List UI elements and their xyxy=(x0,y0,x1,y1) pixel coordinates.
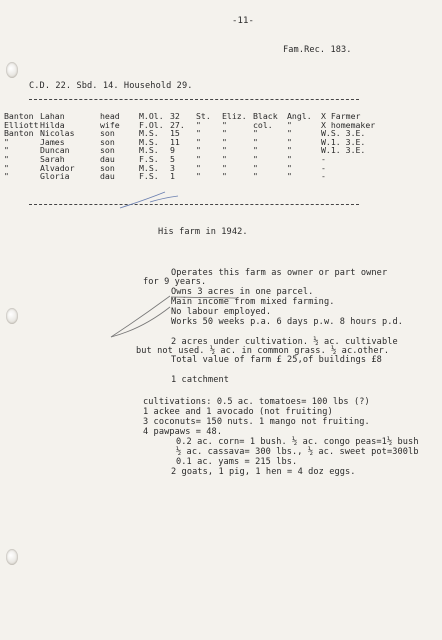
household-table xyxy=(4,112,381,181)
table-cell-age: 1 xyxy=(170,171,175,182)
table-cell-race: Black xyxy=(253,111,278,121)
table-cell-occupation: X homemaker xyxy=(321,119,376,130)
table-cell-race: " xyxy=(253,153,258,164)
table-cell-race: " xyxy=(253,128,258,139)
table-cell-occupation: W.1. 3.E. xyxy=(321,136,366,147)
table-cell-born: " xyxy=(222,171,227,182)
table-cell-religion: " xyxy=(287,128,292,139)
farm-line: 3 coconuts= 150 nuts. 1 mango not fruiting. xyxy=(143,417,370,427)
table-cell-religion: " xyxy=(287,162,292,173)
table-cell-occupation: - xyxy=(321,153,326,164)
table-cell-status: M.S. xyxy=(139,145,159,156)
table-cell-name: Nicolas xyxy=(40,128,75,139)
table-cell-name: Lahan xyxy=(40,111,65,121)
table-cell-status: F.S. xyxy=(139,153,159,164)
table-cell-rel: son xyxy=(100,145,115,156)
table-cell-age: 3 xyxy=(170,162,175,173)
punch-hole xyxy=(6,62,18,78)
farm-line: 4 pawpaws = 48. xyxy=(143,427,223,437)
farm-line: 1 ackee and 1 avocado (not fruiting) xyxy=(143,407,333,417)
table-cell-age: 9 xyxy=(170,145,175,156)
table-cell-parish: " xyxy=(196,119,201,130)
punch-hole xyxy=(6,549,18,565)
table-cell-status: M.Ol. xyxy=(139,111,164,121)
table-cell-status: F.S. xyxy=(139,171,159,182)
table-cell-occupation: X Farmer xyxy=(321,111,361,121)
table-cell-parish: St. xyxy=(196,111,211,121)
farm-line: Main income from mixed farming. xyxy=(171,297,335,307)
table-cell-religion: " xyxy=(287,153,292,164)
table-cell-name: Gloria xyxy=(40,171,70,182)
farm-line: Works 50 weeks p.a. 6 days p.w. 8 hours p.d. xyxy=(171,317,404,327)
farm-line: 0.1 ac. yams = 215 lbs. xyxy=(176,457,298,467)
farm-line: Total value of farm £ 25,of buildings £8 xyxy=(171,355,382,365)
family-record-number: Fam.Rec. 183. xyxy=(283,45,352,55)
table-cell-col0: " xyxy=(4,171,9,182)
table-cell-rel: wife xyxy=(100,119,120,130)
table-cell-rel: son xyxy=(100,128,115,139)
pencil-arrow xyxy=(111,307,170,337)
page-number: -11- xyxy=(232,16,255,26)
table-cell-name: Alvador xyxy=(40,162,75,173)
table-cell-status: F.Ol. xyxy=(139,119,164,130)
farm-line: Operates this farm as owner or part owner xyxy=(171,268,388,278)
table-cell-occupation: W.S. 3.E. xyxy=(321,128,366,139)
farm-line: but not used. ½ ac. in common grass. ½ ac.other. xyxy=(136,346,390,356)
farm-line: 2 acres under cultivation. ½ ac. cultivable xyxy=(171,337,398,347)
table-cell-parish: " xyxy=(196,128,201,139)
farm-line: 1 catchment xyxy=(171,375,230,385)
farm-line: No labour employed. xyxy=(171,307,272,317)
table-cell-occupation: - xyxy=(321,171,326,182)
table-cell-religion: " xyxy=(287,171,292,182)
table-cell-rel: son xyxy=(100,136,115,147)
table-cell-name: Sarah xyxy=(40,153,65,164)
table-cell-religion: " xyxy=(287,136,292,147)
table-row xyxy=(4,172,381,181)
table-cell-parish: " xyxy=(196,171,201,182)
table-cell-occupation: - xyxy=(321,162,326,173)
dashed-rule xyxy=(29,99,359,100)
table-cell-religion: " xyxy=(287,119,292,130)
farm-heading: His farm in 1942. xyxy=(158,227,248,237)
table-cell-col0: " xyxy=(4,162,9,173)
table-cell-race: " xyxy=(253,171,258,182)
table-cell-religion: " xyxy=(287,145,292,156)
household-header: C.D. 22. Sbd. 14. Household 29. xyxy=(29,81,193,91)
table-cell-status: M.S. xyxy=(139,128,159,139)
table-cell-parish: " xyxy=(196,145,201,156)
table-cell-race: " xyxy=(253,145,258,156)
table-cell-born: " xyxy=(222,128,227,139)
table-cell-occupation: W.1. 3.E. xyxy=(321,145,366,156)
table-cell-age: 5 xyxy=(170,153,175,164)
table-cell-col0: Banton xyxy=(4,111,34,121)
table-cell-age: 32 xyxy=(170,111,180,121)
table-cell-status: M.S. xyxy=(139,162,159,173)
farm-line: 2 goats, 1 pig, 1 hen = 4 doz eggs. xyxy=(171,467,356,477)
table-cell-parish: " xyxy=(196,136,201,147)
pencil-stroke xyxy=(120,192,165,208)
table-cell-status: M.S. xyxy=(139,136,159,147)
table-cell-name: Hilda xyxy=(40,119,65,130)
table-cell-born: " xyxy=(222,153,227,164)
table-cell-age: 27. xyxy=(170,119,185,130)
farm-line: ½ ac. cassava= 300 lbs., ½ ac. sweet pot=300lb xyxy=(176,447,419,457)
table-cell-rel: dau xyxy=(100,171,115,182)
table-cell-rel: dau xyxy=(100,153,115,164)
pencil-arrow xyxy=(111,296,170,337)
table-cell-born: " xyxy=(222,119,227,130)
table-cell-name: James xyxy=(40,136,65,147)
table-cell-race: " xyxy=(253,162,258,173)
table-cell-religion: Angl. xyxy=(287,111,312,121)
table-cell-born: " xyxy=(222,162,227,173)
table-cell-rel: head xyxy=(100,111,120,121)
table-cell-col0: Elliott xyxy=(4,119,39,130)
table-cell-col0: " xyxy=(4,145,9,156)
table-cell-parish: " xyxy=(196,153,201,164)
pencil-stroke xyxy=(150,196,178,202)
table-cell-col0: " xyxy=(4,136,9,147)
table-cell-col0: " xyxy=(4,153,9,164)
table-cell-race: " xyxy=(253,136,258,147)
table-cell-col0: Banton xyxy=(4,128,34,139)
table-cell-name: Duncan xyxy=(40,145,70,156)
table-cell-rel: son xyxy=(100,162,115,173)
farm-line: Owns 3 acres in one parcel. xyxy=(171,287,314,297)
table-cell-age: 11 xyxy=(170,136,180,147)
table-cell-born: " xyxy=(222,145,227,156)
table-cell-parish: " xyxy=(196,162,201,173)
farm-line: cultivations: 0.5 ac. tomatoes= 100 lbs (?) xyxy=(143,397,370,407)
dashed-rule xyxy=(29,204,359,205)
table-cell-born: Eliz. xyxy=(222,111,247,121)
table-cell-age: 15 xyxy=(170,128,180,139)
farm-line: for 9 years. xyxy=(143,277,207,287)
table-cell-race: col. xyxy=(253,119,273,130)
punch-hole xyxy=(6,308,18,324)
farm-line: 0.2 ac. corn= 1 bush. ½ ac. congo peas=1½ bush xyxy=(176,437,419,447)
table-cell-born: " xyxy=(222,136,227,147)
